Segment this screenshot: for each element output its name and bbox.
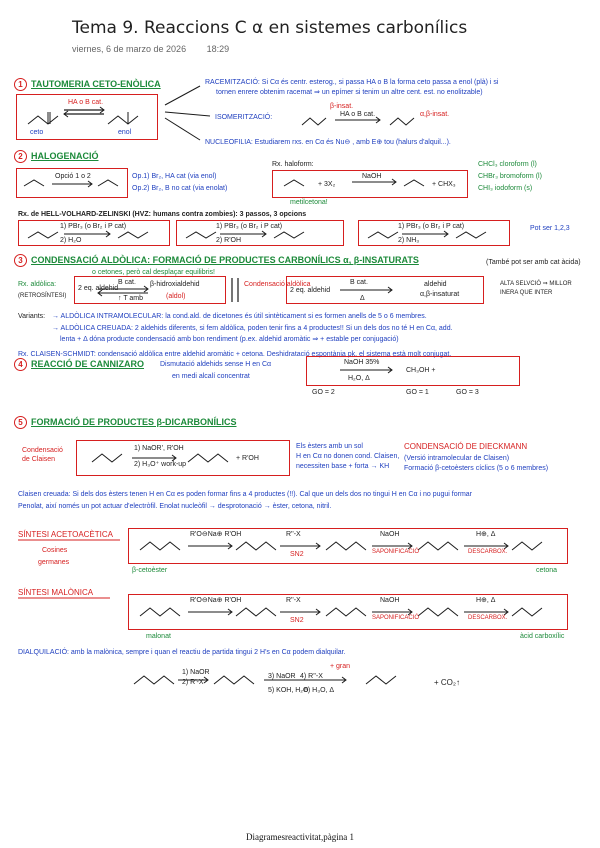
page-footer: Diagramesreactivitat,pàgina 1: [246, 832, 354, 842]
enol-label: enol: [118, 129, 132, 136]
dialquilacio-text: DIALQUILACIÓ: amb la malònica, sempre i quan el reactiu de partida tingui 2 H's en Cα podem dialquilar.: [18, 649, 346, 656]
dial-step4: 4) R''-X: [300, 673, 323, 680]
go-3-label: GO = 3: [456, 389, 479, 396]
dial-step3: 3) NaOR: [268, 673, 296, 680]
racemitzacio-text-2: tornen enrere obtenim racemat ⇒ un epímer si tenim un altre cent. est. no enolitzable): [216, 89, 483, 96]
section-5-label: FORMACIÓ DE PRODUCTES β-DICARBONÍLICS: [31, 417, 237, 427]
beta-insat-label: β-insat.: [330, 103, 354, 110]
claisen-step1: 1) NaOR', R'OH: [134, 445, 184, 452]
creuada-text-2: lenta + Δ dóna producte condensació amb bon rendiment (p.ex. aldehid aromàtic ⇒ + estable per conjugació): [60, 336, 399, 343]
aa-alkyl: R''-X: [286, 531, 301, 538]
section-1-title: 1 TAUTOMERIA CETO-ENÒLICA: [14, 78, 161, 91]
acid-label: àcid carboxílic: [520, 633, 565, 640]
page-title: Tema 9. Reaccions C α en sistemes carbonílics: [72, 18, 468, 38]
claisen-step2: 2) H₃O⁺ work-up: [134, 461, 187, 468]
section-2-label: HALOGENACIÓ: [31, 151, 99, 161]
condensacio-catalyst: B cat.: [350, 279, 368, 286]
hvz-1-step1: 1) PBr₃ (o Br₂ i P cat): [60, 223, 127, 230]
section-3-note: (També pot ser amb cat àcida): [486, 259, 581, 266]
sm-sn2: SN2: [290, 617, 304, 624]
page-date: viernes, 6 de marzo de 2026: [72, 44, 187, 54]
dieckmann-desc-2: Formació β-cetoèsters cíclics (5 o 6 membres): [404, 465, 549, 472]
section-3-title: 3 CONDENSACIÓ ALDÒLICA: FORMACIÓ DE PRODUCTES CARBONÍLICS α, β-INSATURATS: [14, 254, 419, 267]
sm-saponification: SAPONIFICACIÓ: [372, 615, 420, 621]
dial-gran: + gran: [330, 663, 351, 670]
cosines-label: Cosines: [42, 547, 68, 554]
alpha-beta-insat-label: α,β-insat.: [420, 111, 450, 118]
cannizaro-reagent: NaOH 35%: [344, 359, 380, 366]
condensacio-aldolica-label: Condensació aldòlica: [244, 281, 311, 288]
ester-note-1: Els èsters amb un sol: [296, 443, 363, 450]
variants-label: Variants:: [18, 313, 46, 320]
aa-naoh: NaOH: [380, 531, 400, 538]
malonat-label: malonat: [146, 633, 171, 640]
aldol-temp: ↑ T amb: [118, 295, 144, 302]
halogenacio-option: Opció 1 o 2: [55, 173, 91, 180]
cannizaro-product: CH₃OH +: [406, 367, 436, 374]
aa-base: R'O⊖Na⊕ R'OH: [190, 531, 242, 538]
dial-step5: 5) KOH, H₂O: [268, 687, 309, 694]
halogenacio-op1: Op.1) Br₂, HA cat (via enol): [132, 173, 217, 180]
hvz-1-step2: 2) H₂O: [60, 237, 82, 244]
haloform-x2: + 3X₂: [318, 181, 336, 188]
section-5-title: 5 FORMACIÓ DE PRODUCTES β-DICARBONÍLICS: [14, 416, 237, 429]
hvz-2-step2: 2) R'OH: [216, 237, 242, 244]
beta-cetoester-label: β-cetoèster: [132, 567, 168, 574]
claisen-creuada-text-2: Penolat, així només un pot actuar d'electròfil. Enolat nucleòfil → desprotonació → èster, cetona, nitril.: [18, 503, 332, 510]
germanes-label: germanes: [38, 559, 70, 566]
acetoacetica-title: SÍNTESI ACETOACÈTICA: [18, 530, 113, 539]
sm-base: R'O⊖Na⊕ R'OH: [190, 597, 242, 604]
dial-step6: 6) H₃O, Δ: [304, 687, 335, 694]
dial-co2: + CO₂↑: [434, 678, 460, 687]
hvz-title: Rx. de HELL-VOLHARD-ZELINSKI (HVZ: humans contra zombies): 3 passos, 3 opcions: [18, 211, 307, 218]
claisen-creuada-text: Claisen creuada: Si dels dos èsters tenen H en Cα es poden formar fins a 4 productes (!!). Cal que un dels dos no tingui H en Cα i no pugui formar: [18, 491, 473, 498]
condensacio-product-2: α,β-insaturat: [420, 291, 460, 298]
retrosintesi-label: (RETROSÍNTESI): [18, 293, 67, 299]
aa-sn2: SN2: [290, 551, 304, 558]
creuada-text: → ALDÒLICA CREUADA: 2 aldehids diferents, si fem aldòlica, poden tenir fins a 4 productes!! Si un dels dos no té H en Cα, add.: [52, 325, 453, 332]
nucleofilia-text: NUCLEOFILIA: Estudiarem rxs. en Cα és Nu⊖ , amb E⊕ tou (halurs d'alquil...).: [205, 139, 451, 146]
ester-note-2: H en Cα no donen cond. Claisen,: [296, 453, 400, 460]
aldol-product-label: (aldol): [166, 293, 186, 300]
dieckmann-desc: (Versió intramolecular de Claisen): [404, 455, 510, 462]
isomeritzacio-catalyst: HA o B cat.: [340, 111, 376, 118]
aa-decarboxylation: DESCARBOX.: [468, 549, 508, 555]
iodoform-label: CHI₃ iodoform (s): [478, 185, 533, 192]
section-3-label: CONDENSACIÓ ALDÒLICA: FORMACIÓ DE PRODUCTES CARBONÍLICS α, β-INSATURATS: [31, 255, 419, 265]
aldol-note: o cetones, però cal desplaçar equilibris!: [92, 269, 215, 276]
claisen-label: Condensació de Claisen: [22, 447, 63, 463]
aldol-catalyst: B cat.: [118, 279, 136, 286]
hvz-3-step2: 2) NH₃: [398, 237, 420, 244]
section-1-label: TAUTOMERIA CETO-ENÒLICA: [31, 79, 161, 89]
sm-naoh: NaOH: [380, 597, 400, 604]
section-2-title: 2 HALOGENACIÓ: [14, 150, 99, 163]
aa-saponification: SAPONIFICACIÓ: [372, 549, 420, 555]
aldol-product: β-hidroxialdehid: [150, 281, 200, 288]
cannizaro-desc-2: en medi alcalí concentrat: [172, 373, 250, 380]
condensacio-reagent: 2 eq. aldehid: [290, 287, 331, 294]
aldol-reagent: 2 eq. aldehid: [78, 285, 119, 292]
metilcetona-note: metilcetona!: [290, 199, 328, 206]
halogenacio-op2: Op.2) Br₂, B no cat (via enolat): [132, 185, 228, 192]
section-4-title: 4 REACCIÓ DE CANNIZARO: [14, 358, 144, 371]
sm-acid-heat: H⊕, Δ: [476, 597, 496, 604]
intramolecular-text: → ALDÒLICA INTRAMOLECULAR: la cond.ald. de dicetones és útil sintèticament si es formen anells de 5 o 6 membres.: [52, 313, 427, 320]
keto-label: ceto: [30, 129, 44, 136]
go-1-label: GO = 1: [406, 389, 429, 396]
aa-acid-heat: H⊕, Δ: [476, 531, 496, 538]
section-4-label: REACCIÓ DE CANNIZARO: [31, 359, 145, 369]
condensacio-product-1: aldehid: [424, 281, 447, 288]
haloform-chx3: + CHX₃: [432, 181, 456, 188]
tautomeria-catalyst: HA o B cat.: [68, 99, 104, 106]
bromoform-label: CHBr₃ bromoform (l): [478, 173, 542, 180]
condensacio-heat: Δ: [360, 295, 365, 302]
hvz-3-step1: 1) PBr₃ (o Br₂ i P cat): [398, 223, 465, 230]
ester-note-3: necessiten base + forta → KH: [296, 463, 390, 470]
hvz-note: Pot ser 1,2,3: [530, 225, 570, 232]
sm-decarboxylation: DESCARBOX.: [468, 615, 508, 621]
haloform-label: Rx. haloform:: [272, 161, 314, 168]
cannizaro-desc: Dismutació aldehids sense H en Cα: [160, 361, 272, 368]
malonica-title: SÍNTESI MALÒNICA: [18, 588, 94, 597]
dial-step1: 1) NaOR: [182, 669, 210, 676]
page-time: 18:29: [206, 44, 230, 54]
chloroform-label: CHCl₃ cloroform (l): [478, 161, 537, 168]
isomeritzacio-label: ISOMERITZACIÓ:: [215, 114, 273, 121]
hvz-2-step1: 1) PBr₃ (o Br₂ i P cat): [216, 223, 283, 230]
cannizaro-conditions: H₂O, Δ: [348, 375, 370, 382]
claisen-schmidt-text: Rx. CLAISEN-SCHMIDT: condensació aldòlica entre aldehid aromàtic + cetona. Deshidratació espontània pk. el sistema està molt conjugat.: [18, 351, 452, 358]
cetona-label: cetona: [536, 567, 558, 574]
dial-step2: 2) R'-X: [182, 679, 204, 686]
go-2-label: GO = 2: [312, 389, 335, 396]
aldol-label: Rx. aldòlica:: [18, 281, 57, 288]
selectivity-note: ALTA SELVCIÓ ⇒ MILLOR INERA QUE INTER: [500, 281, 572, 296]
claisen-byproduct: + R'OH: [236, 455, 259, 462]
sm-alkyl: R''-X: [286, 597, 301, 604]
haloform-naoh: NaOH: [362, 173, 382, 180]
racemitzacio-text: RACEMITZACIÓ: Si Cα és centr. esterog., si passa HA o B la forma ceto passa a enol (plà) i si: [205, 79, 499, 86]
dieckmann-title: CONDENSACIÓ DE DIECKMANN: [404, 442, 528, 451]
